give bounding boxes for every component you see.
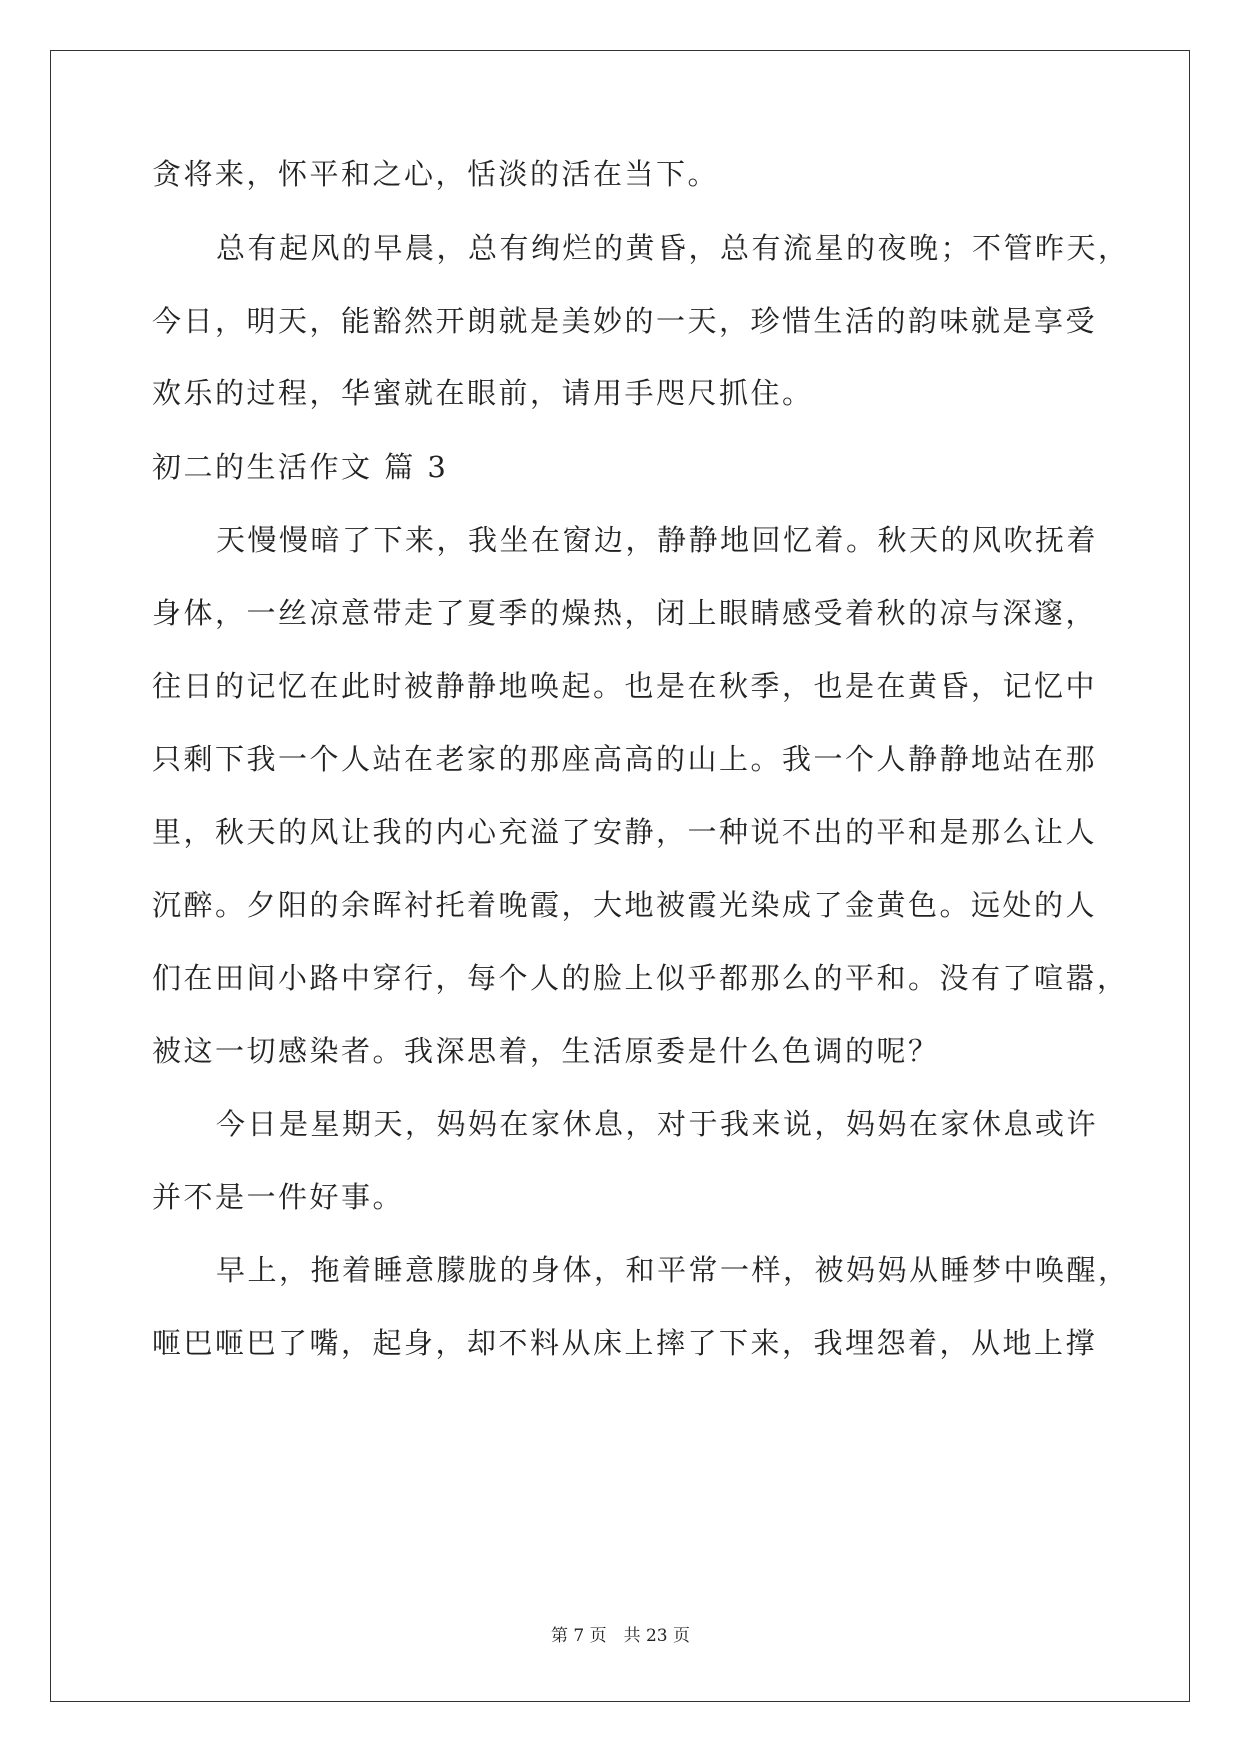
text-line: 往日的记忆在此时被静静地唤起。也是在秋季，也是在黄昏，记忆中: [152, 669, 1098, 703]
text-line: 们在田间小路中穿行，每个人的脸上似乎都那么的平和。没有了喧嚣，: [152, 961, 1129, 995]
text-line: 贪将来，怀平和之心，恬淡的活在当下。: [152, 157, 720, 191]
text-line: 咂巴咂巴了嘴，起身，却不料从床上摔了下来，我埋怨着，从地上撑: [152, 1326, 1098, 1360]
text-line: 被这一切感染者。我深思着，生活原委是什么色调的呢？: [152, 1034, 940, 1068]
text-line: 沉醉。夕阳的余晖衬托着晚霞，大地被霞光染成了金黄色。远处的人: [152, 888, 1098, 922]
paragraph-first-line: 今日是星期天，妈妈在家休息，对于我来说，妈妈在家休息或许: [216, 1107, 1099, 1141]
paragraph-first-line: 总有起风的早晨，总有绚烂的黄昏，总有流星的夜晚；不管昨天，: [216, 231, 1130, 265]
text-line: 里，秋天的风让我的内心充溢了安静，一种说不出的平和是那么让人: [152, 815, 1098, 849]
section-heading: 初二的生活作文 篇 3: [152, 450, 449, 484]
text-line: 身体，一丝凉意带走了夏季的燥热，闭上眼睛感受着秋的凉与深邃，: [152, 596, 1098, 630]
page-frame: [50, 50, 1190, 1702]
page-footer: 第 7 页 共 23 页: [550, 1626, 691, 1646]
text-line: 欢乐的过程，华蜜就在眼前，请用手咫尺抓住。: [152, 376, 814, 410]
text-line: 并不是一件好事。: [152, 1180, 405, 1214]
text-line: 只剩下我一个人站在老家的那座高高的山上。我一个人静静地站在那: [152, 742, 1098, 776]
paragraph-first-line: 天慢慢暗了下来，我坐在窗边，静静地回忆着。秋天的风吹抚着: [216, 523, 1099, 557]
paragraph-first-line: 早上，拖着睡意朦胧的身体，和平常一样，被妈妈从睡梦中唤醒，: [216, 1253, 1130, 1287]
text-line: 今日，明天，能豁然开朗就是美妙的一天，珍惜生活的韵味就是享受: [152, 304, 1098, 338]
